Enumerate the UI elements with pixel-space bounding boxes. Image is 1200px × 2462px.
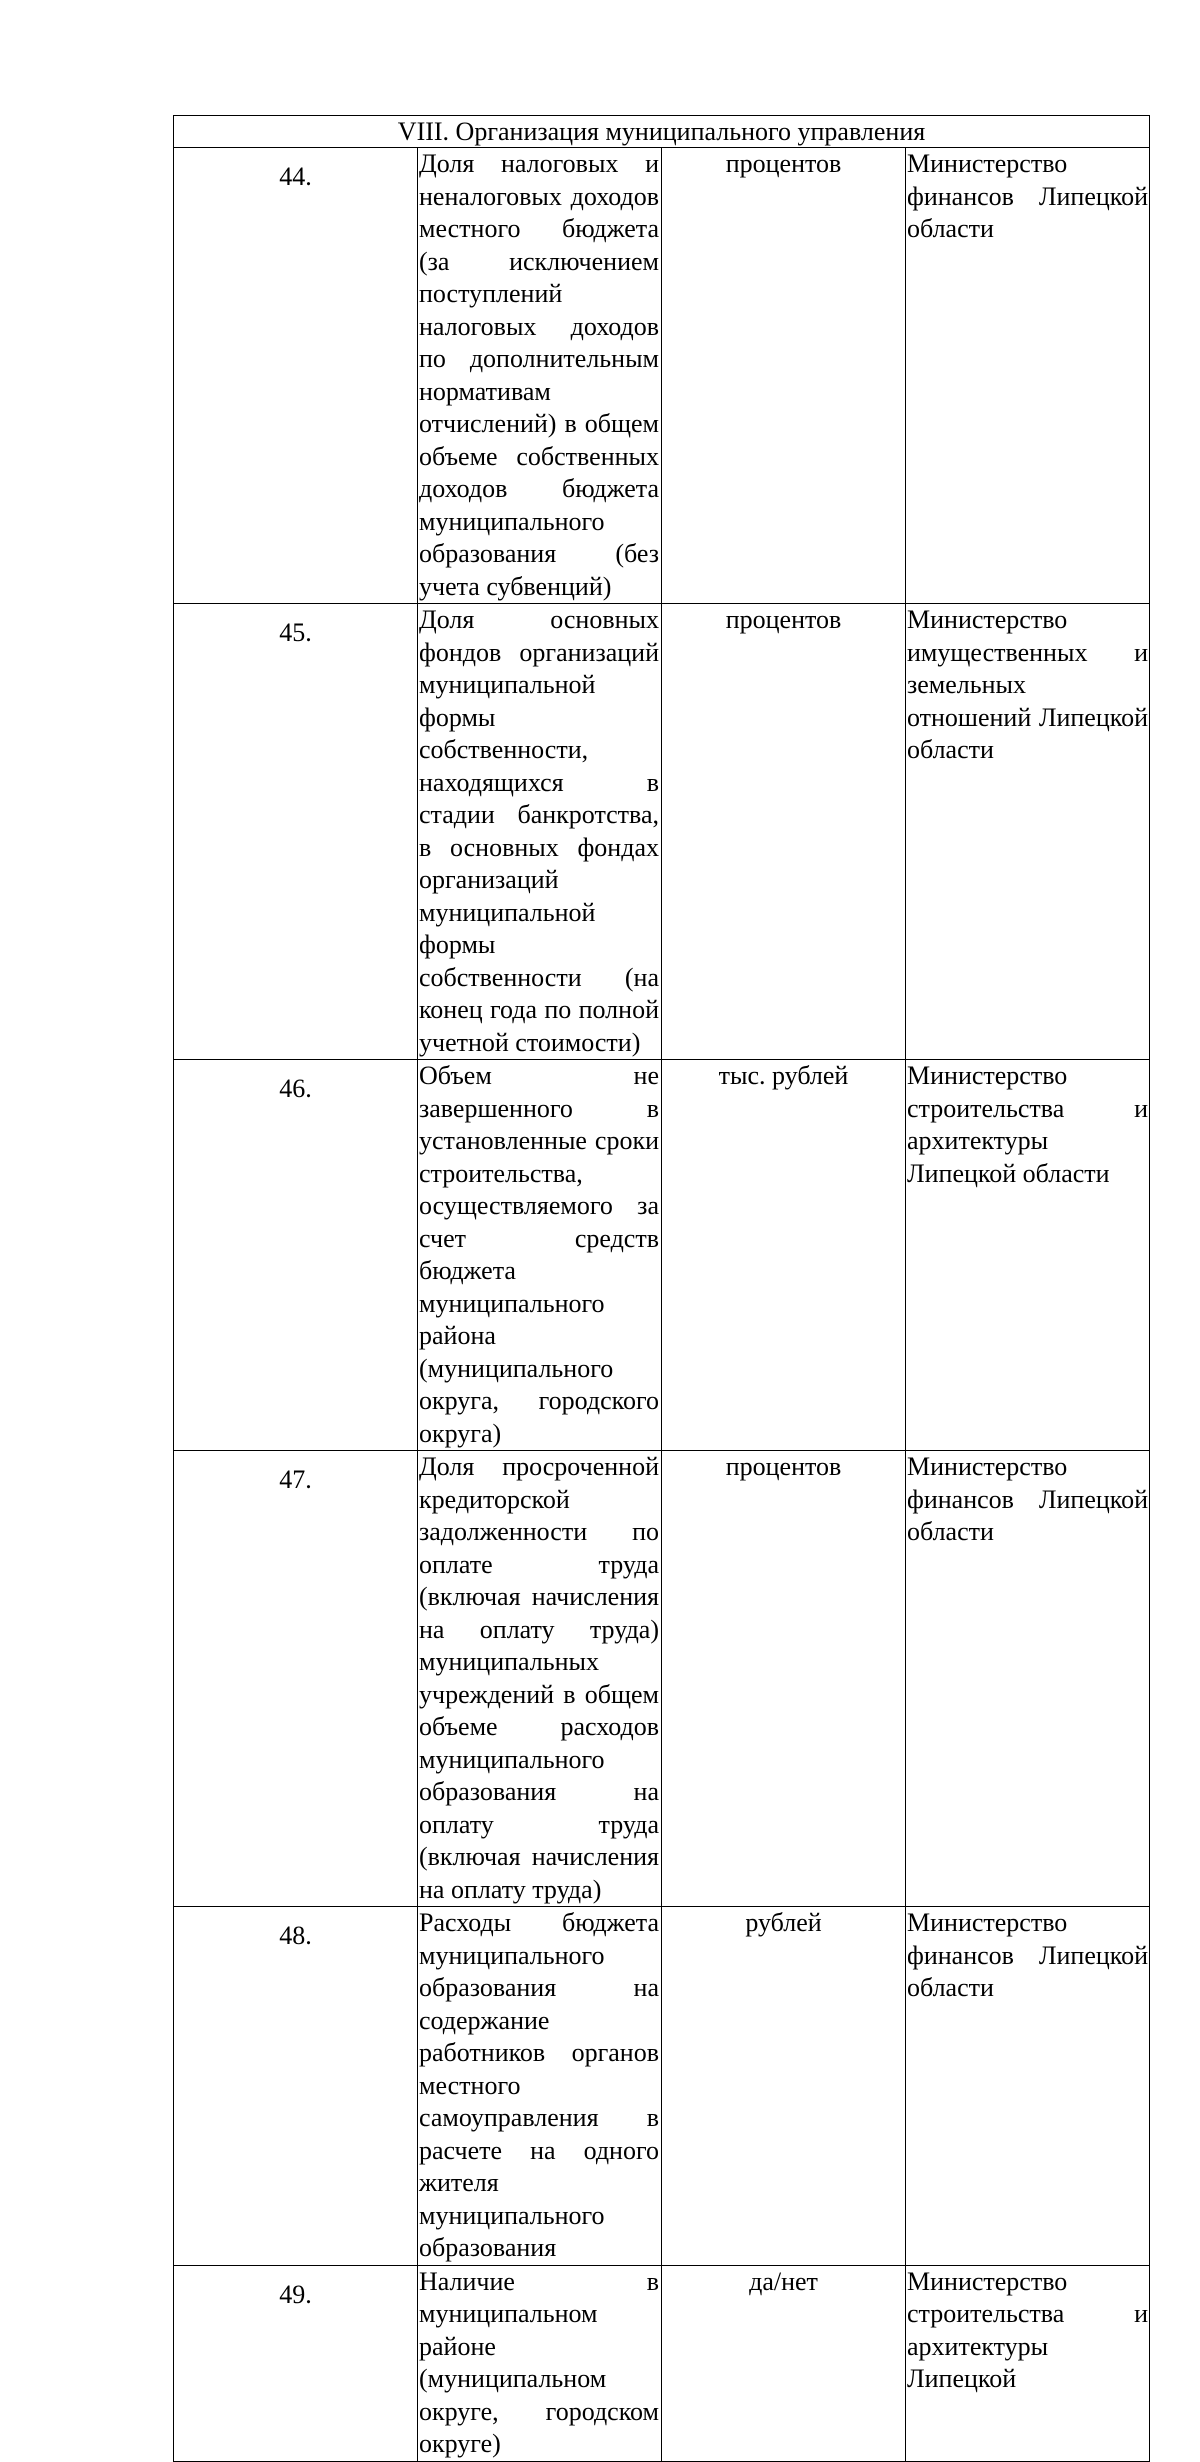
row-number: 44. bbox=[279, 162, 312, 191]
unit-cell: рублей bbox=[662, 1907, 906, 2266]
indicators-table bbox=[173, 115, 1150, 2462]
unit-cell: процентов bbox=[662, 1451, 906, 1907]
table-row bbox=[174, 148, 1150, 604]
table-row bbox=[174, 2265, 1150, 2461]
row-number: 45. bbox=[279, 618, 312, 647]
unit-cell: да/нет bbox=[662, 2265, 906, 2461]
indicator-cell: Доля налоговых и неналоговых доходов местного бюджета (за исключением поступлений налоговых доходов по дополнительным нормативам отчислений) в общем объеме собственных доходов бюджета муниципального образования (без учета субвенций) bbox=[418, 148, 662, 604]
responsible-cell: Министерство строительства и архитектуры Липецкой bbox=[906, 2265, 1150, 2461]
row-number: 48. bbox=[279, 1921, 312, 1950]
responsible-cell: Министерство строительства и архитектуры Липецкой области bbox=[906, 1060, 1150, 1451]
table-row bbox=[174, 1060, 1150, 1451]
indicator-cell: Наличие в муниципальном районе (муниципальном округе, городском округе) bbox=[418, 2265, 662, 2461]
table-row bbox=[174, 1451, 1150, 1907]
responsible-cell: Министерство имущественных и земельных отношений Липецкой области bbox=[906, 604, 1150, 1060]
row-number: 49. bbox=[279, 2279, 312, 2309]
row-number: 47. bbox=[279, 1465, 312, 1494]
row-number: 46. bbox=[279, 1074, 312, 1103]
section-header-row bbox=[174, 116, 1150, 148]
table-row bbox=[174, 1907, 1150, 2266]
table-row bbox=[174, 604, 1150, 1060]
responsible-cell: Министерство финансов Липецкой области bbox=[906, 1451, 1150, 1907]
indicator-cell: Доля просроченной кредиторской задолженности по оплате труда (включая начисления на оплату труда) муниципальных учреждений в общем объеме расходов муниципального образования на оплату труда (включая начисления на оплату труда) bbox=[418, 1451, 662, 1907]
unit-cell: процентов bbox=[662, 604, 906, 1060]
indicator-cell: Доля основных фондов организаций муниципальной формы собственности, находящихся в стадии банкротства, в основных фондах организаций муниципальной формы собственности (на конец года по полной учетной стоимости) bbox=[418, 604, 662, 1060]
responsible-cell: Министерство финансов Липецкой области bbox=[906, 1907, 1150, 2266]
unit-cell: тыс. рублей bbox=[662, 1060, 906, 1451]
responsible-cell: Министерство финансов Липецкой области bbox=[906, 148, 1150, 604]
indicator-cell: Расходы бюджета муниципального образования на содержание работников органов местного самоуправления в расчете на одного жителя муниципального образования bbox=[418, 1907, 662, 2266]
unit-cell: процентов bbox=[662, 148, 906, 604]
indicator-cell: Объем не завершенного в установленные сроки строительства, осуществляемого за счет средств бюджета муниципального района (муниципального округа, городского округа) bbox=[418, 1060, 662, 1451]
section-title: VIII. Организация муниципального управления bbox=[174, 116, 1150, 148]
